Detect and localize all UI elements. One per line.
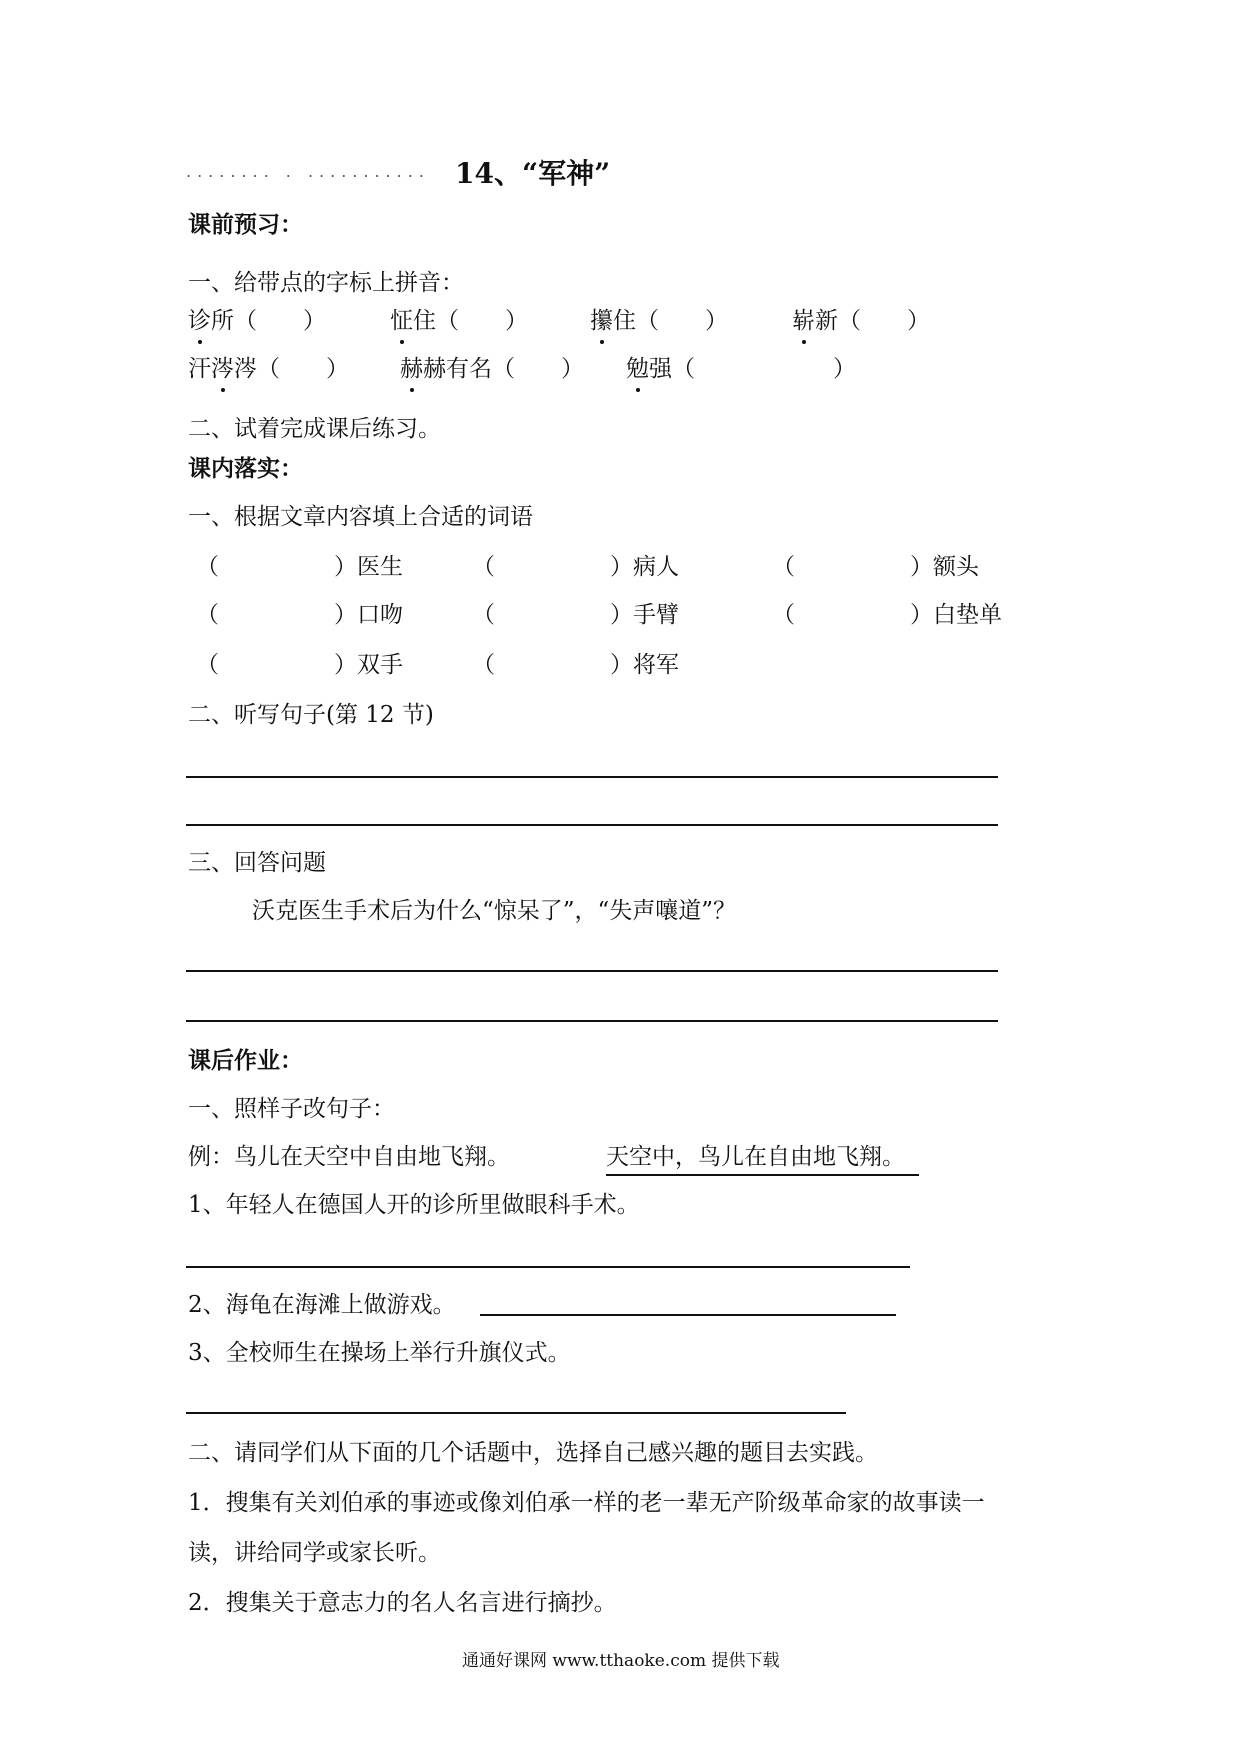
fill-item: （ ）医生 <box>196 554 403 580</box>
dotted-char: 崭 <box>792 308 815 334</box>
topic-2: 2．搜集关于意志力的名人名言进行摘抄。 <box>188 1590 617 1616</box>
pinyin-item <box>400 354 584 384</box>
pre-question-1: 一、给带点的字标上拼音： <box>188 270 464 296</box>
post-question-1: 一、照样子改句子： <box>188 1096 395 1122</box>
pinyin-item-rest: 新（ ） <box>815 308 930 334</box>
rewrite-item-3: 3、全校师生在操场上举行升旗仪式。 <box>188 1340 571 1366</box>
pinyin-item <box>792 306 930 336</box>
pinyin-item-rest: 所（ ） <box>211 308 326 334</box>
pinyin-item-pre: 汗 <box>188 356 211 382</box>
topic-1-line-1: 1．搜集有关刘伯承的事迹或像刘伯承一样的老一辈无产阶级革命家的故事读一 <box>188 1490 985 1516</box>
pinyin-item <box>626 354 856 384</box>
in-question-3-text: 沃克医生手术后为什么“惊呆了”，“失声嚷道”？ <box>252 898 737 924</box>
section-homework: 课后作业： <box>188 1047 303 1074</box>
in-question-1: 一、根据文章内容填上合适的词语 <box>188 504 533 530</box>
pinyin-item-rest: 住（ ） <box>413 308 528 334</box>
title-dots: ........ . ........... <box>186 162 430 181</box>
fill-item: （ ）双手 <box>196 652 403 678</box>
in-question-2: 二、听写句子(第 12 节) <box>188 702 434 728</box>
fill-item: （ ）将军 <box>472 652 679 678</box>
fill-item: （ ）口吻 <box>196 602 403 628</box>
example-sentence: 例：鸟儿在天空中自由地飞翔。 <box>188 1144 510 1170</box>
fill-item: （ ）手臂 <box>472 602 679 628</box>
pre-question-2: 二、试着完成课后练习。 <box>188 416 441 442</box>
fill-item: （ ）白垫单 <box>772 602 1002 628</box>
answer-line[interactable] <box>186 1020 998 1022</box>
dotted-char: 赫 <box>400 356 423 382</box>
in-question-3: 三、回答问题 <box>188 850 326 876</box>
pinyin-item-rest: 住（ ） <box>613 308 728 334</box>
example-answer: 天空中，鸟儿在自由地飞翔。 <box>606 1142 919 1176</box>
rewrite-item-2: 2、海龟在海滩上做游戏。 <box>188 1292 456 1318</box>
answer-line[interactable] <box>186 1266 910 1268</box>
pinyin-item-rest: 强（ ） <box>649 356 856 382</box>
answer-line[interactable] <box>186 1412 846 1414</box>
rewrite-item-1: 1、年轻人在德国人开的诊所里做眼科手术。 <box>188 1192 640 1218</box>
pinyin-item-rest: 赫有名（ ） <box>423 356 584 382</box>
dotted-char: 攥 <box>590 308 613 334</box>
topic-1-line-2: 读，讲给同学或家长听。 <box>188 1540 441 1566</box>
post-question-2: 二、请同学们从下面的几个话题中，选择自己感兴趣的题目去实践。 <box>188 1440 878 1466</box>
dotted-char: 勉 <box>626 356 649 382</box>
pinyin-item <box>390 306 528 336</box>
dotted-char: 涔 <box>211 356 234 382</box>
answer-line[interactable] <box>480 1314 896 1316</box>
section-in-class: 课内落实： <box>188 455 303 482</box>
pinyin-item-rest: 涔（ ） <box>234 356 349 382</box>
page-title: 14、“军神” <box>455 157 611 190</box>
pinyin-item <box>188 306 326 336</box>
dotted-char: 诊 <box>188 308 211 334</box>
pinyin-item <box>590 306 728 336</box>
pinyin-item <box>188 354 349 384</box>
answer-line[interactable] <box>186 970 998 972</box>
answer-line[interactable] <box>186 824 998 826</box>
footer-credit: 通通好课网 www.tthaoke.com 提供下载 <box>462 1651 780 1671</box>
section-pre-study: 课前预习： <box>188 211 303 238</box>
fill-item: （ ）病人 <box>472 554 679 580</box>
answer-line[interactable] <box>186 776 998 778</box>
dotted-char: 怔 <box>390 308 413 334</box>
fill-item: （ ）额头 <box>772 554 979 580</box>
